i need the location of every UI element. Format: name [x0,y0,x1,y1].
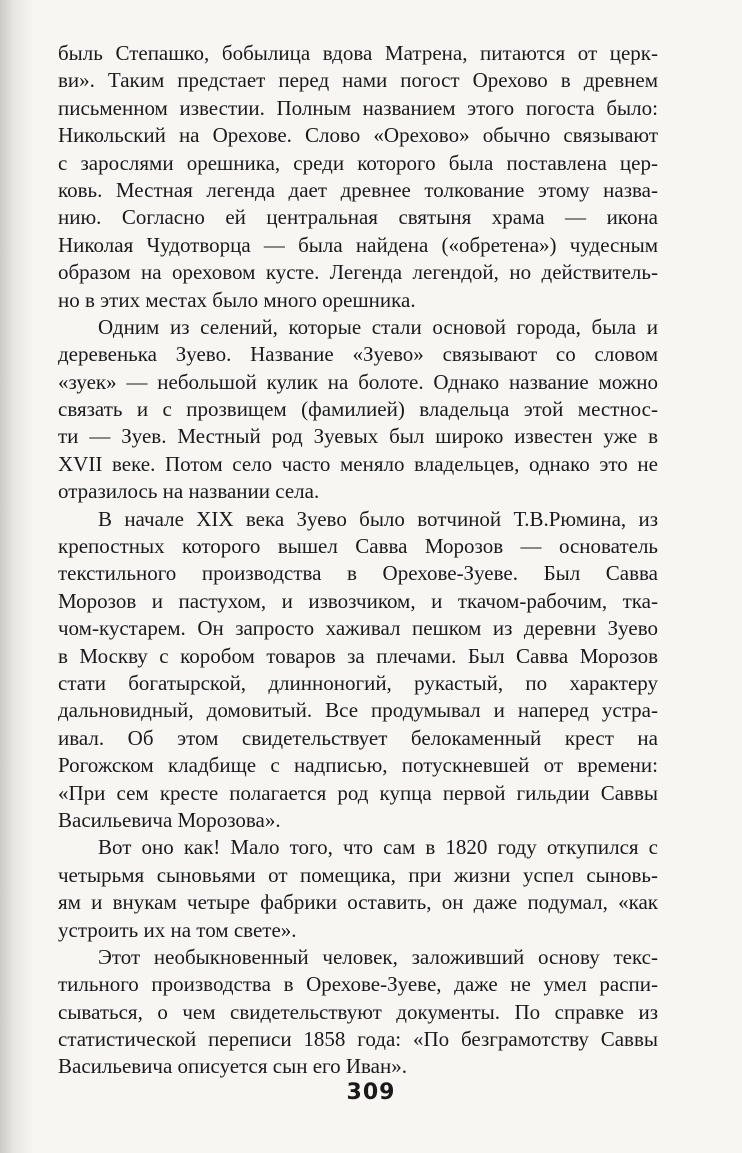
paragraph [58,506,658,835]
text-line: «зуек» — небольшой кулик на болоте. Однако название можно [58,369,658,394]
text-line: Васильевича описуется сын его Иван». [58,1054,407,1079]
text-line: нию. Согласно ей центральная святыня храма — икона [58,205,658,230]
text-line: но в этих местах было много орешника. [58,287,416,312]
text-line: Вот оно как! Мало того, что сам в 1820 году откупился с [98,835,658,860]
text-line: крепостных которого вышел Савва Морозов — основатель [58,534,658,559]
text-line: четырьмя сыновьями от помещика, при жизни успел сыновь- [58,862,658,887]
text-line: ям и внукам четыре фабрики оставить, он даже подумал, «как [58,890,658,915]
text-line: ивал. Об этом свидетельствует белокаменный крест на [58,725,658,750]
paragraph [58,834,658,944]
text-line: в Москву с коробом товаров за плечами. Был Савва Морозов [58,643,658,668]
text-line: Рогожском кладбище с надписью, потускневшей от времени: [58,753,658,778]
paragraph [58,40,658,314]
text-line: ти — Зуев. Местный род Зуевых был широко известен уже в [58,424,658,449]
paragraph [58,944,658,1081]
text-line: XVII веке. Потом село часто меняло владельцев, однако это не [58,451,658,476]
text-line: Никольский на Орехове. Слово «Орехово» обычно связывают [58,123,658,148]
text-line: стати богатырской, длинноногий, рукастый, по характеру [58,670,658,695]
text-line: Морозов и пастухом, и извозчиком, и ткачом-рабочим, тка- [58,588,658,613]
text-line: сываться, о чем свидетельствуют документы. По справке из [58,999,658,1024]
body-text [58,40,658,1081]
paragraph [58,314,658,506]
text-line: быль Степашко, бобылица вдова Матрена, питаются от церк- [58,41,658,65]
text-line: чом-кустарем. Он запросто хаживал пешком из деревни Зуево [58,616,658,641]
text-line: тильного производства в Орехове-Зуеве, даже не умел распи- [58,972,658,997]
text-line: Васильевича Морозова». [58,807,281,832]
text-line: отразилось на названии села. [58,479,320,504]
text-line: статистической переписи 1858 года: «По безграмотству Саввы [58,1027,658,1052]
text-line: связать и с прозвищем (фамилией) владельца этой местнос- [58,397,658,422]
text-line: письменном известии. Полным названием этого погоста было: [58,95,658,120]
text-line: В начале XIX века Зуево было вотчиной Т.В.Рюмина, из [98,506,658,531]
text-line: деревенька Зуево. Название «Зуево» связывают со словом [58,342,658,367]
text-line: ковь. Местная легенда дает древнее толкование этому назва- [58,177,658,202]
text-line: текстильного производства в Орехове-Зуеве. Был Савва [58,561,658,586]
text-line: «При сем кресте полагается род купца первой гильдии Саввы [58,780,658,805]
text-line: Одним из селений, которые стали основой города, была и [98,314,658,339]
text-line: Этот необыкновенный человек, заложивший основу текс- [98,944,658,969]
text-line: дальновидный, домовитый. Все продумывал и наперед устра- [58,698,658,723]
text-line: образом на ореховом кусте. Легенда легендой, но действитель- [58,260,658,285]
text-line: устроить их на том свете». [58,917,297,942]
text-line: Николая Чудотворца — была найдена («обретена») чудесным [58,232,658,257]
text-line: ви». Таким предстает перед нами погост Орехово в древнем [58,68,658,93]
text-line: с зарослями орешника, среди которого была поставлена цер- [58,150,658,175]
page-number: 309 [346,1080,396,1105]
